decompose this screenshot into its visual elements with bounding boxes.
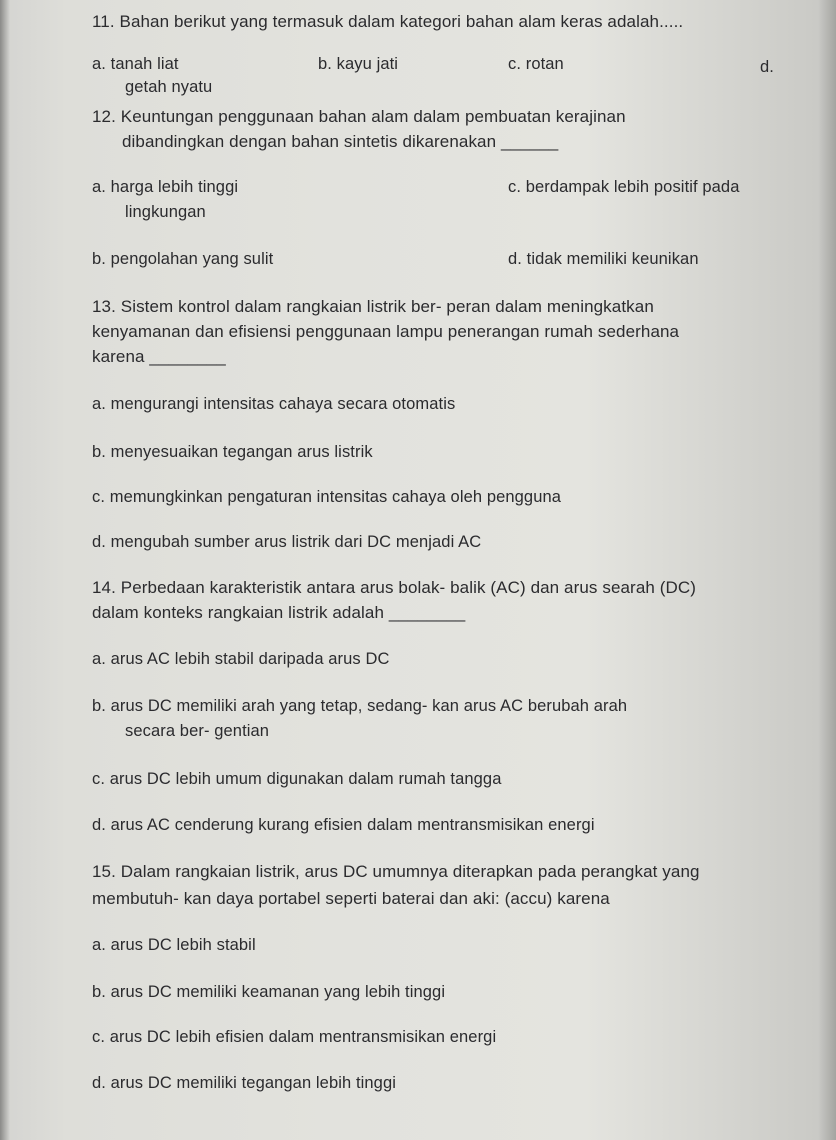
option-13-d: d. mengubah sumber arus listrik dari DC menjadi AC	[92, 533, 482, 551]
question-12-line-1	[92, 107, 626, 127]
option-12-d: d. tidak memiliki keunikan	[508, 250, 699, 268]
option-15-c: c. arus DC lebih efisien dalam mentransmisikan energi	[92, 1028, 497, 1046]
question-number: 13.	[92, 297, 116, 316]
question-11-line-1	[92, 12, 683, 32]
option-13-a: a. mengurangi intensitas cahaya secara otomatis	[92, 395, 456, 413]
question-number: 11.	[92, 12, 115, 31]
option-15-a: a. arus DC lebih stabil	[92, 936, 256, 954]
option-11-d: d.	[760, 58, 774, 76]
option-11-a-continuation: getah nyatu	[125, 78, 213, 96]
option-11-c: c. rotan	[508, 55, 564, 73]
question-13-line-1	[92, 297, 654, 317]
question-text: karena	[92, 347, 145, 366]
option-15-b: b. arus DC memiliki keamanan yang lebih tinggi	[92, 983, 446, 1001]
page-shadow-right	[818, 0, 836, 1140]
option-12-a: a. harga lebih tinggi	[92, 178, 239, 196]
question-text: Sistem kontrol dalam rangkaian listrik ber- peran dalam meningkatkan	[120, 297, 654, 316]
answer-blank: ______	[501, 132, 559, 151]
question-number: 12.	[92, 107, 116, 126]
option-13-b: b. menyesuaikan tegangan arus listrik	[92, 443, 373, 461]
question-13-line-2: kenyamanan dan efisiensi penggunaan lampu penerangan rumah sederhana	[92, 322, 680, 341]
question-text: dalam konteks rangkaian listrik adalah	[92, 603, 385, 622]
option-12-c: c. berdampak lebih positif pada	[508, 178, 740, 196]
answer-blank: .....	[659, 12, 684, 31]
question-number: 15.	[92, 862, 116, 881]
option-15-d: d. arus DC memiliki tegangan lebih tinggi	[92, 1074, 396, 1092]
question-14-line-2	[92, 603, 465, 623]
question-text: Perbedaan karakteristik antara arus bolak- balik (AC) dan arus searah (DC)	[120, 578, 697, 597]
option-11-b: b. kayu jati	[318, 55, 399, 73]
question-text: Keuntungan penggunaan bahan alam dalam pembuatan kerajinan	[120, 107, 626, 126]
answer-blank: ________	[149, 347, 226, 366]
option-14-d: d. arus AC cenderung kurang efisien dalam mentransmisikan energi	[92, 816, 595, 834]
question-15-line-2: membutuh- kan daya portabel seperti baterai dan aki: (accu) karena	[92, 889, 610, 908]
question-number: 14.	[92, 578, 116, 597]
question-15-line-1	[92, 862, 700, 882]
answer-blank: ________	[388, 603, 466, 622]
page-shadow-left	[0, 0, 10, 1140]
option-14-b-continuation: secara ber- gentian	[125, 722, 270, 740]
question-14-line-1	[92, 578, 696, 598]
question-text: dibandingkan dengan bahan sintetis dikarenakan	[122, 132, 497, 151]
question-13-line-3	[92, 347, 226, 367]
option-14-c: c. arus DC lebih umum digunakan dalam rumah tangga	[92, 770, 502, 788]
question-text: Dalam rangkaian listrik, arus DC umumnya diterapkan pada perangkat yang	[120, 862, 700, 881]
option-14-a: a. arus AC lebih stabil daripada arus DC	[92, 650, 390, 668]
option-13-c: c. memungkinkan pengaturan intensitas cahaya oleh pengguna	[92, 488, 562, 506]
option-12-b: b. pengolahan yang sulit	[92, 250, 274, 268]
option-12-c-continuation: lingkungan	[125, 203, 206, 221]
option-11-a: a. tanah liat	[92, 55, 179, 73]
question-12-line-2	[122, 132, 558, 152]
question-text: Bahan berikut yang termasuk dalam kategori bahan alam keras adalah	[119, 12, 660, 31]
option-14-b: b. arus DC memiliki arah yang tetap, sedang- kan arus AC berubah arah	[92, 697, 628, 715]
